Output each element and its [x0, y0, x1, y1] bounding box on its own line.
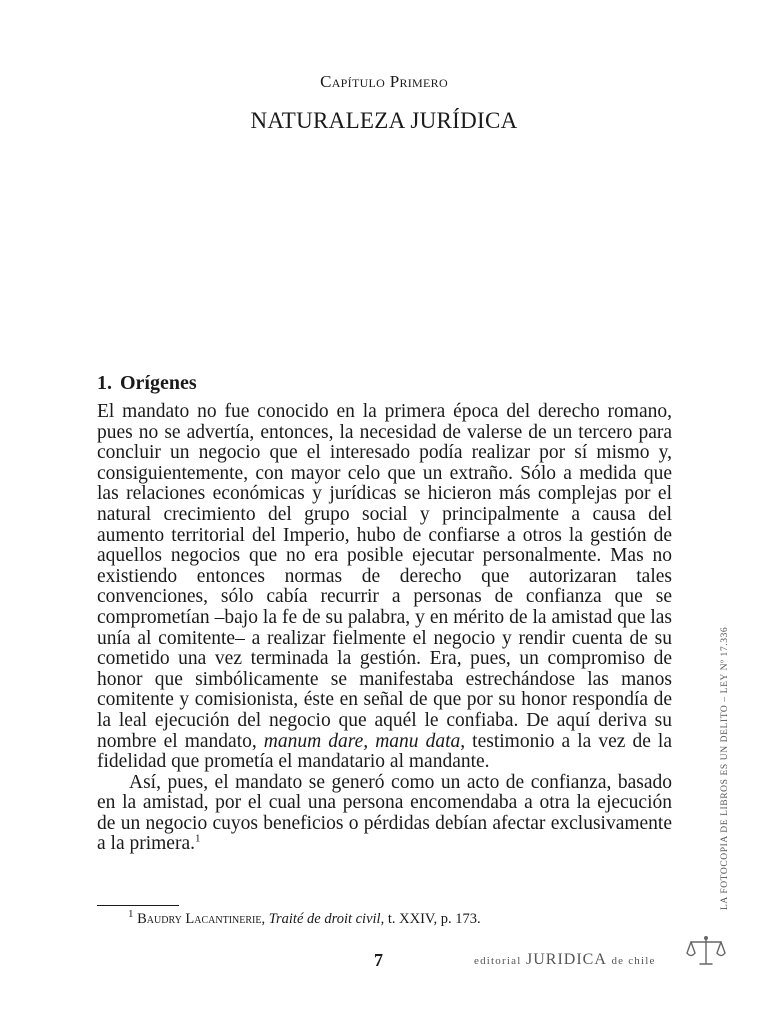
- paragraph-1: [97, 402, 672, 773]
- paragraph-2-text: Así, pues, el mandato se generó como un acto de confianza, basado en la amistad, por el cual una persona encomendaba a otra la ejecución de un negocio cuyos beneficios o pérdidas debían afectar exclusivamente a la primera.: [97, 771, 672, 855]
- body-text: [97, 402, 672, 855]
- footnote-author: Baudry Lacantinerie,: [137, 911, 266, 927]
- footnote: [128, 908, 481, 928]
- scales-of-justice-icon: [686, 935, 726, 967]
- footnote-divider: [97, 905, 179, 906]
- publisher-imprint: [474, 951, 656, 969]
- chapter-title: NATURALEZA JURÍDICA: [250, 108, 518, 133]
- footnote-work: Traité de droit civil: [268, 911, 381, 927]
- section-number: 1.: [97, 372, 112, 394]
- section-heading: [97, 372, 197, 395]
- paragraph-1-text-a: El mandato no fue conocido en la primera época del derecho romano, pues no se advertía, entonces, la necesidad de valerse de un tercero para concluir un negocio que el interesado podía realizar por sí mismo y, consiguientemente, con mayor celo que un extraño. Sólo a medida que las relaciones económicas y jurídicas se hicieron más complejas por el natural crecimiento del grupo social y principalmente a causa del aumento territorial del Imperio, hubo de confiarse a otros la gestión de aquellos negocios que no era posible ejecutar personalmente. Mas no existiendo entonces normas de derecho que autorizaran tales convenciones, sólo cabía recurrir a personas de confianza que se comprometían –bajo la fe de su palabra, y en mérito de la amistad que las unía al comitente– a realizar fielmente el negocio y rendir cuenta de su cometido una vez terminada la gestión. Era, pues, un compromiso de honor que simbólicamente se manifestaba estrechándose las manos comitente y comisionista, éste en señal de que por su honor respondía de la leal ejecución del negocio que aquél le confiaba. De aquí deriva su nombre el mandato,: [97, 401, 672, 752]
- paragraph-2: [97, 773, 672, 855]
- paragraph-1-text-b: , testimonio a la vez de la fidelidad que prometía el mandatario al mandante.: [97, 730, 672, 773]
- footnote-reference[interactable]: 1: [195, 832, 201, 845]
- publisher-brand: JURIDICA: [526, 951, 607, 968]
- footnote-marker: 1: [128, 908, 134, 921]
- publisher-prefix: editorial: [474, 955, 522, 967]
- footnote-rest: , t. XXIV, p. 173.: [380, 911, 481, 927]
- latin-phrase: manum dare, manu data: [263, 730, 461, 752]
- section-title: Orígenes: [120, 372, 197, 394]
- copyright-notice: LA FOTOCOPIA DE LIBROS ES UN DELITO – LEY Nº 17.336: [720, 626, 730, 910]
- chapter-label: Capítulo Primero: [320, 72, 448, 91]
- publisher-suffix: de chile: [611, 955, 656, 967]
- page-number: 7: [374, 950, 383, 970]
